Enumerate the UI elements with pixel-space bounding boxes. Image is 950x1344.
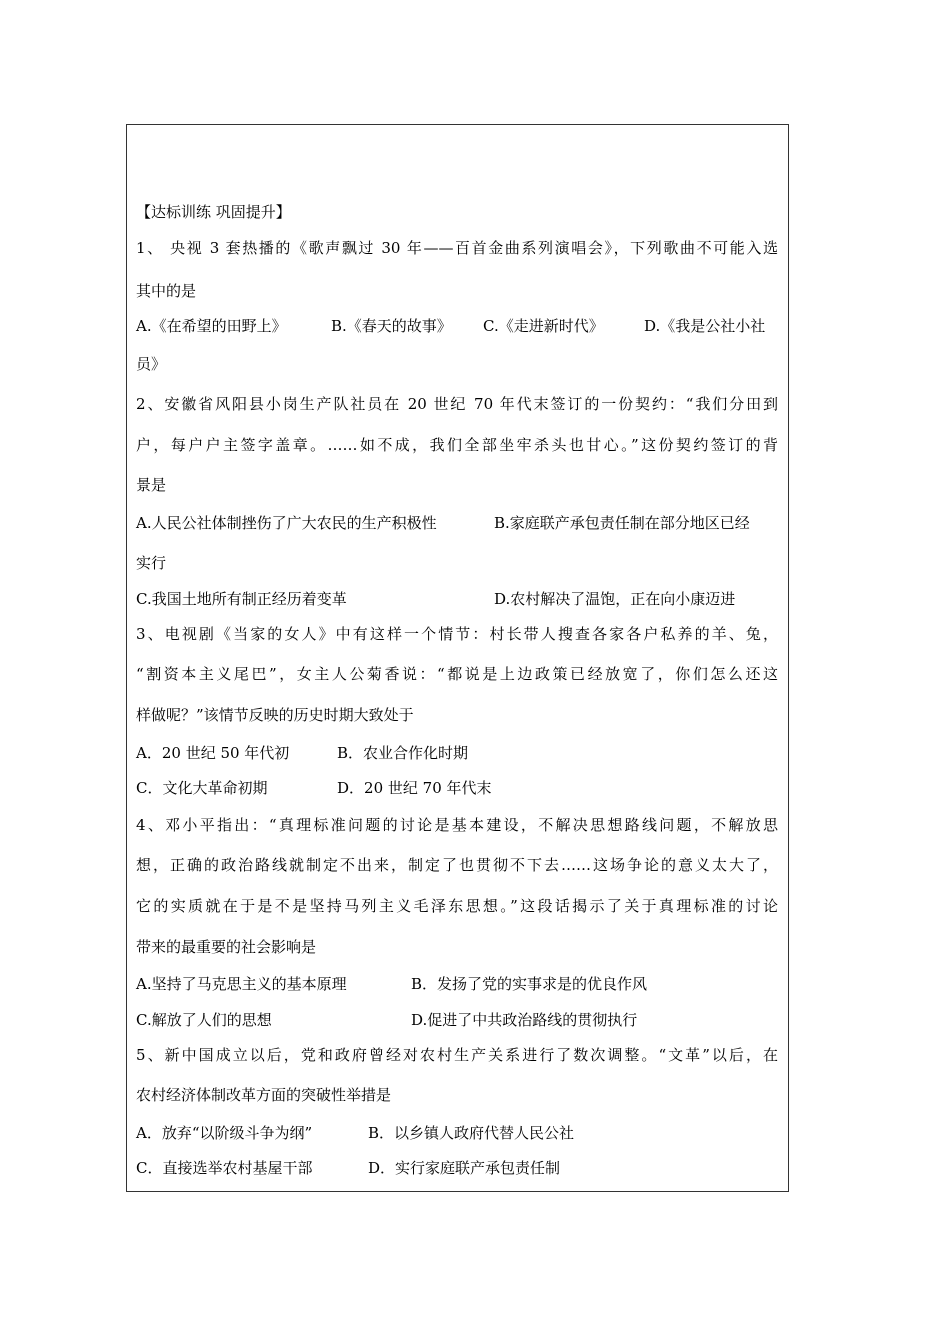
q2-option-c: C.我国土地所有制正经历着变革 [136, 590, 347, 608]
q2-option-a: A.人民公社体制挫伤了广大农民的生产积极性 [136, 514, 437, 532]
q4-stem-line-4: 带来的最重要的社会影响是 [136, 938, 317, 956]
q5-option-d: D．实行家庭联产承包责任制 [368, 1159, 561, 1177]
q1-option-d: D.《我是公社小社 [644, 317, 766, 335]
q5-stem-line-2: 农村经济体制改革方面的突破性举措是 [136, 1086, 392, 1104]
q3-stem-line-1: 3、电视剧《当家的女人》中有这样一个情节：村长带人搜查各家各户私养的羊、兔， [136, 625, 778, 643]
q5-option-b: B．以乡镇人政府代替人民公社 [368, 1124, 575, 1142]
q2-stem-line-3: 景是 [136, 476, 167, 494]
q2-stem-line-2: 户，每户户主签字盖章。……如不成，我们全部坐牢杀头也甘心。”这份契约签订的背 [136, 436, 778, 454]
q2-option-b: B.家庭联产承包责任制在部分地区已经 [494, 514, 750, 532]
q5-option-c: C．直接选举农村基屋干部 [136, 1159, 313, 1177]
q4-option-d: D.促进了中共政治路线的贯彻执行 [411, 1011, 638, 1029]
section-title: 【达标训练 巩固提升】 [136, 203, 291, 221]
q3-option-b: B．农业合作化时期 [337, 744, 469, 762]
q2-option-d: D.农村解决了温饱，正在向小康迈进 [494, 590, 736, 608]
q2-option-b-cont: 实行 [136, 554, 167, 572]
q4-option-c: C.解放了人们的思想 [136, 1011, 272, 1029]
q3-option-d: D．20 世纪 70 年代末 [337, 779, 492, 797]
q4-stem-line-1: 4、邓小平指出：“真理标准问题的讨论是基本建设，不解决思想路线问题，不解放思 [136, 816, 778, 834]
q1-stem-line-2: 其中的是 [136, 282, 197, 300]
q1-option-c: C.《走进新时代》 [483, 317, 604, 335]
q1-option-b: B.《春天的故事》 [331, 317, 452, 335]
q1-stem-line-1: 1、 央视 3 套热播的《歌声飘过 30 年——百首金曲系列演唱会》，下列歌曲不可能入选 [136, 239, 778, 257]
q5-option-a: A．放弃“以阶级斗争为纲” [136, 1124, 313, 1142]
q3-stem-line-2: “割资本主义尾巴”，女主人公菊香说：“都说是上边政策已经放宽了，你们怎么还这 [136, 665, 778, 683]
q3-option-c: C．文化大革命初期 [136, 779, 268, 797]
question-frame [126, 124, 789, 1192]
q5-stem-line-1: 5、新中国成立以后，党和政府曾经对农村生产关系进行了数次调整。“文革”以后，在 [136, 1046, 778, 1064]
q1-option-a: A.《在希望的田野上》 [136, 317, 287, 335]
q4-stem-line-2: 想，正确的政治路线就制定不出来，制定了也贯彻不下去……这场争论的意义太大了， [136, 856, 778, 874]
q2-stem-line-1: 2、安徽省风阳县小岗生产队社员在 20 世纪 70 年代末签订的一份契约：“我们分田到 [136, 395, 778, 413]
q3-option-a: A．20 世纪 50 年代初 [136, 744, 290, 762]
q4-option-b: B．发扬了党的实事求是的优良作风 [411, 975, 648, 993]
q3-stem-line-3: 样做呢？”该情节反映的历史时期大致处于 [136, 706, 414, 724]
q4-option-a: A.坚持了马克思主义的基本原理 [136, 975, 347, 993]
q4-stem-line-3: 它的实质就在于是不是坚持马列主义毛泽东思想。”这段话揭示了关于真理标准的讨论 [136, 897, 778, 915]
q1-option-d-cont: 员》 [136, 355, 167, 373]
